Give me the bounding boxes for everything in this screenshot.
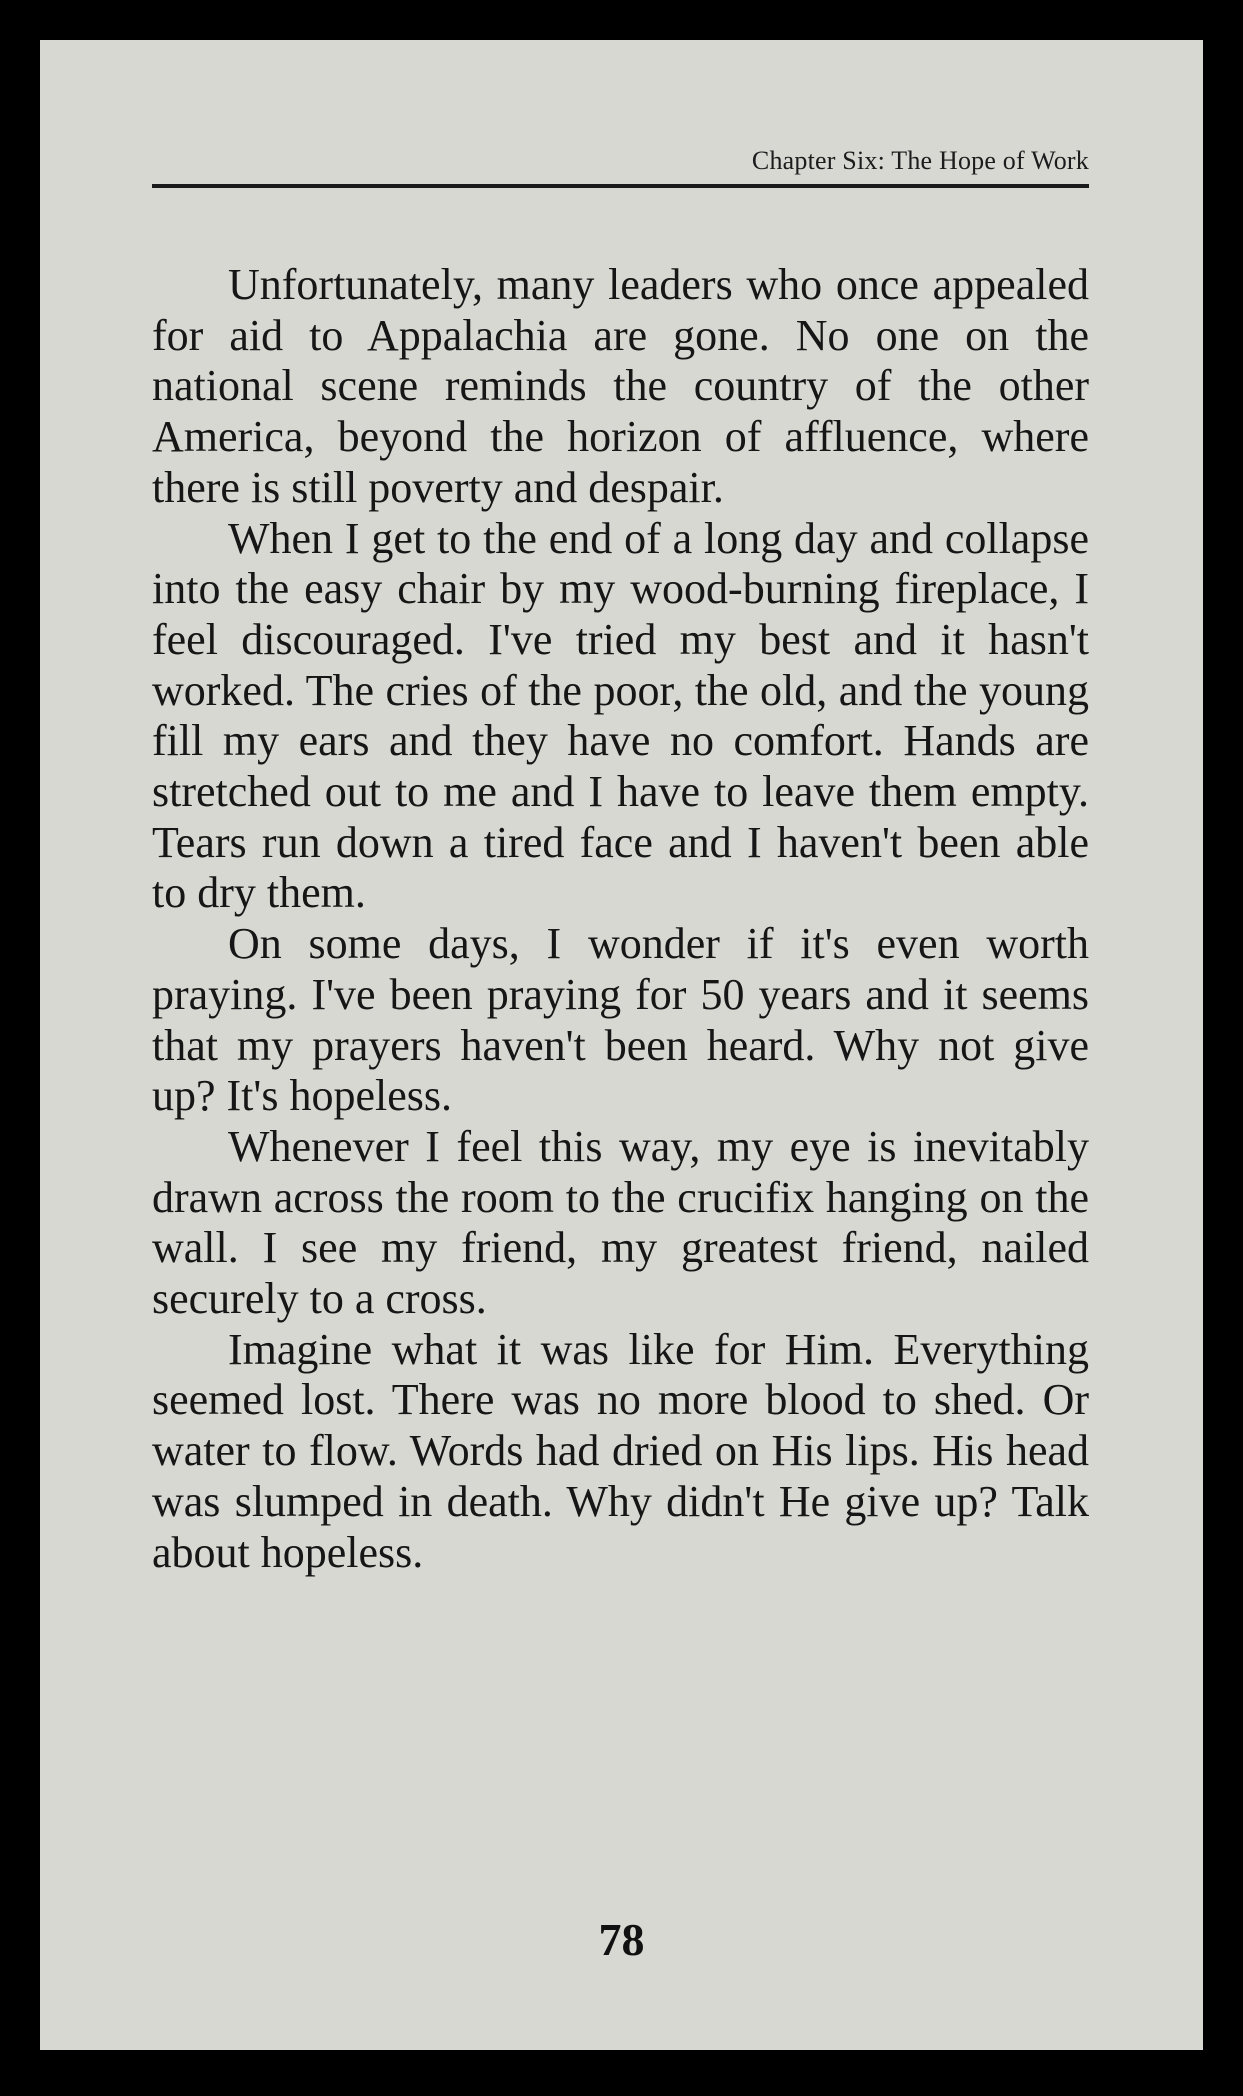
book-page [40, 40, 1203, 2050]
page-number: 78 [598, 1914, 645, 1965]
paragraph: On some days, I wonder if it's even worth praying. I've been praying for 50 years and it seems that my prayers haven't been heard. Why not give up? It's hopeless. [152, 919, 1089, 1121]
paragraph: Imagine what it was like for Him. Everything seemed lost. There was no more blood to shed. Or water to flow. Words had dried on His lips. His head was slumped in death. Why didn't He give up? Talk about hopeless. [152, 1324, 1089, 1577]
paragraph: When I get to the end of a long day and collapse into the easy chair by my wood-burning fireplace, I feel discouraged. I've tried my best and it hasn't worked. The cries of the poor, the old, and the young fill my ears and they have no comfort. Hands are stretched out to me and I have to leave them empty. Tears run down a tired face and I haven't been able to dry them. [152, 513, 1089, 918]
paragraph: Whenever I feel this way, my eye is inevitably drawn across the room to the crucifix hanging on the wall. I see my friend, my greatest friend, nailed securely to a cross. [152, 1121, 1089, 1324]
body-text [152, 260, 1089, 1578]
header-rule [152, 184, 1089, 188]
running-head: Chapter Six: The Hope of Work [751, 146, 1089, 175]
paragraph: Unfortunately, many leaders who once appealed for aid to Appalachia are gone. No one on the national scene reminds the country of the other America, beyond the horizon of affluence, where there is still poverty and despair. [152, 260, 1089, 512]
